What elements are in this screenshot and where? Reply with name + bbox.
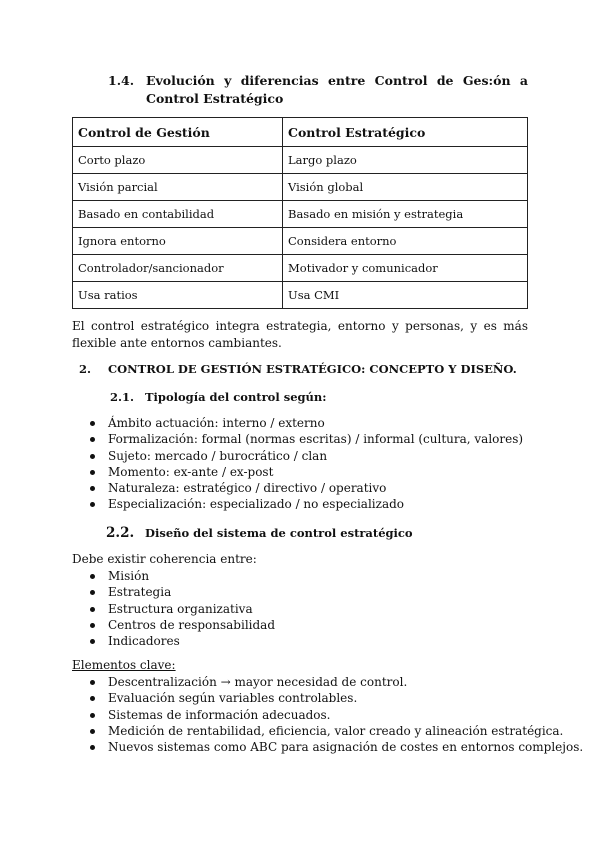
list-item (86, 568, 275, 584)
table-cell: Visión global (283, 174, 528, 201)
list-item (86, 496, 523, 512)
table-cell: Corto plazo (73, 147, 283, 174)
table-cell: Usa CMI (283, 282, 528, 309)
list-item-text: Momento: ex-ante / ex-post (108, 464, 274, 479)
bullet-icon (90, 421, 95, 426)
list-item-text: Formalización: formal (normas escritas) / informal (cultura, valores) (108, 432, 524, 447)
bullet-icon (90, 745, 95, 750)
tipologia-list (86, 415, 523, 513)
table-row (73, 228, 528, 255)
table-row (73, 147, 528, 174)
table-cell: Controlador/sancionador (73, 255, 283, 282)
list-item-text: Ámbito actuación: interno / externo (108, 416, 325, 430)
table-cell: Motivador y comunicador (283, 255, 528, 282)
list-item-text: Descentralización → mayor necesidad de control. (108, 675, 408, 689)
table-cell: Basado en misión y estrategia (283, 201, 528, 228)
table-row (73, 255, 528, 282)
bullet-icon (90, 470, 95, 475)
bullet-icon (90, 574, 95, 579)
bullet-icon (90, 437, 95, 442)
coherencia-intro: Debe existir coherencia entre: (72, 552, 257, 566)
list-item-text: Especialización: especializado / no especializado (108, 497, 405, 512)
table-cell: Visión parcial (73, 174, 283, 201)
bullet-icon (90, 502, 95, 507)
list-item (86, 739, 583, 755)
list-item-text: Evaluación según variables controlables. (108, 691, 358, 706)
table-cell: Basado en contabilidad (73, 201, 283, 228)
bullet-icon (90, 454, 95, 459)
table-header-row (73, 118, 528, 147)
list-item (86, 633, 275, 649)
section-number: 1.4. (108, 73, 135, 88)
section-number: 2.1. (110, 390, 135, 404)
comparison-table (72, 117, 528, 309)
elementos-list (86, 674, 583, 755)
list-item (86, 480, 523, 496)
column-header: Control Estratégico (283, 118, 528, 147)
list-item (86, 584, 275, 600)
list-item (86, 415, 523, 431)
bullet-icon (90, 713, 95, 718)
list-item (86, 601, 275, 617)
list-item (86, 617, 275, 633)
section-title: CONTROL DE GESTIÓN ESTRATÉGICO: CONCEPTO Y DISEÑO. (108, 362, 517, 376)
list-item-text: Medición de rentabilidad, eficiencia, valor creado y alineación estratégica. (108, 723, 564, 738)
bullet-icon (90, 486, 95, 491)
list-item (86, 674, 583, 690)
list-item-text: Naturaleza: estratégico / directivo / operativo (108, 481, 387, 496)
section-title: Evolución y diferencias entre Control de Ges:ón a Control Estratégico (146, 73, 528, 106)
bullet-icon (90, 696, 95, 701)
bullet-icon (90, 680, 95, 685)
list-item (86, 448, 523, 464)
table-cell: Usa ratios (73, 282, 283, 309)
section-title: Diseño del sistema de control estratégico (145, 526, 413, 540)
table-cell: Considera entorno (283, 228, 528, 255)
section-number: 2. (79, 362, 92, 376)
list-item (86, 690, 583, 706)
list-item-text: Sistemas de información adecuados. (108, 707, 331, 722)
list-item (86, 431, 523, 447)
section-number: 2.2. (106, 525, 135, 541)
table-cell: Ignora entorno (73, 228, 283, 255)
column-header: Control de Gestión (73, 118, 283, 147)
list-item (86, 707, 583, 723)
list-item-text: Centros de responsabilidad (108, 617, 276, 632)
bullet-icon (90, 590, 95, 595)
table-row (73, 174, 528, 201)
section-title: Tipología del control según: (145, 390, 327, 404)
table-row (73, 201, 528, 228)
body-paragraph: El control estratégico integra estrategia, entorno y personas, y es más flexible ante entornos cambiantes. (72, 319, 528, 350)
bullet-icon (90, 729, 95, 734)
bullet-icon (90, 607, 95, 612)
list-item-text: Nuevos sistemas como ABC para asignación de costes en entornos complejos. (108, 740, 584, 755)
list-item-text: Estructura organizativa (108, 601, 253, 616)
table-cell: Largo plazo (283, 147, 528, 174)
list-item (86, 723, 583, 739)
coherencia-list (86, 568, 275, 649)
bullet-icon (90, 639, 95, 644)
list-item-text: Indicadores (108, 634, 180, 649)
table-row (73, 282, 528, 309)
bullet-icon (90, 623, 95, 628)
list-item-text: Misión (108, 569, 150, 583)
list-item (86, 464, 523, 480)
list-item-text: Sujeto: mercado / burocrático / clan (108, 448, 328, 463)
elementos-heading: Elementos clave: (72, 658, 176, 672)
list-item-text: Estrategia (108, 585, 172, 600)
